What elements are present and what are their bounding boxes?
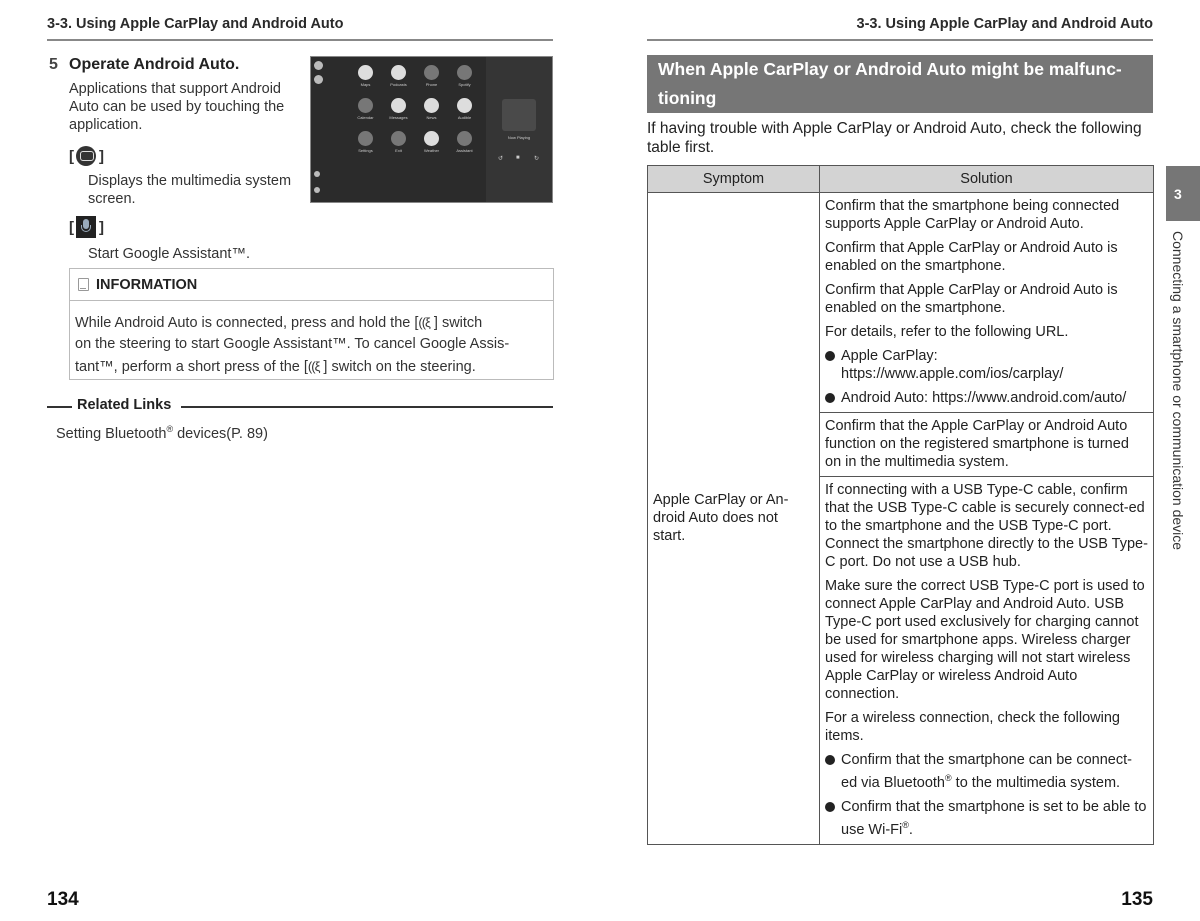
microphone-icon-description: Start Google Assistant™. [88, 246, 250, 262]
solution-text: Confirm that the smartphone being connected supports Apple CarPlay or Android Auto. [825, 198, 1120, 232]
text: ] switch on the steering. [319, 359, 476, 375]
previous-icon: ↺ [498, 156, 504, 162]
link-text[interactable]: Setting Bluetooth [56, 425, 167, 442]
solution-block-smartphone-support [820, 193, 1153, 412]
app-phone [415, 65, 448, 87]
symptom-line: Apple CarPlay or An- [653, 492, 789, 509]
right-page [600, 0, 1200, 921]
phone-status-icon [314, 171, 320, 177]
information-line-2: on the steering to start Google Assistant™. To cancel Google Assis- [75, 336, 510, 352]
microphone-icon-item [69, 216, 104, 238]
android-auto-url[interactable]: Android Auto: https://www.android.com/auto/ [841, 390, 1127, 406]
apple-carplay-url[interactable]: Apple CarPlay: https://www.apple.com/ios/carplay/ [841, 348, 1064, 382]
exit-icon [391, 131, 406, 146]
information-header [70, 269, 553, 301]
information-body [70, 301, 553, 378]
solution-cell [820, 193, 1154, 845]
app-label: Assistant [456, 148, 473, 153]
app-label: Weather [423, 148, 440, 153]
step-number: 5 [49, 56, 58, 73]
column-header-symptom: Symptom [648, 166, 820, 193]
android-auto-screenshot [310, 56, 553, 203]
app-news [415, 98, 448, 120]
android-icon [314, 61, 323, 70]
intro-text: If having trouble with Apple CarPlay or Android Auto, check the following table first. [647, 120, 1142, 156]
google-icon [314, 75, 323, 84]
section-title-line-1: When Apple CarPlay or Android Auto might be malfunc- [658, 59, 1122, 79]
app-maps [349, 65, 382, 87]
page-number: 135 [1121, 889, 1153, 910]
app-label: News [426, 115, 437, 120]
now-playing-panel [486, 57, 552, 202]
registered-mark: ® [166, 424, 174, 434]
solution-text: Make sure the correct USB Type-C port is used to connect Apple CarPlay and Android Auto. USB Type-C port used exclusively for charging cannot be used for smartphone apps. Wireless charger used for wireless charging will not start wireless Apple CarPlay or wireless Android Auto connection. [825, 578, 1145, 702]
app-spotify [448, 65, 481, 87]
app-settings [349, 131, 382, 153]
bullet-item [825, 389, 1148, 407]
multimedia-icon [76, 146, 96, 166]
page-number: 134 [47, 889, 79, 910]
section-title-line-2: tioning [658, 88, 717, 108]
text: Confirm that the smartphone is set to be able to use Wi-Fi [841, 798, 1147, 838]
step-description: Applications that support Android Auto can be used by touching the application. [69, 81, 285, 133]
bullet-icon [825, 393, 835, 403]
microphone-icon [76, 216, 96, 238]
divider [47, 406, 72, 408]
text: Confirm that the smartphone can be connect-ed via Bluetooth [841, 752, 1132, 791]
spotify-icon [457, 65, 472, 80]
text: tant™, perform a short press of the [ [75, 359, 308, 375]
assistant-icon [457, 131, 472, 146]
header-rule [647, 39, 1153, 41]
solution-text: If connecting with a USB Type-C cable, confirm that the USB Type-C cable is securely connect-ed to the smartphone and the USB Type-C port. Connect the smartphone directly to the USB Type-C port. Do not use a USB hub. [825, 482, 1148, 570]
maps-icon [358, 65, 373, 80]
podcasts-icon [391, 65, 406, 80]
app-label: Maps [360, 82, 371, 87]
app-podcasts [382, 65, 415, 87]
link-page-ref[interactable]: devices(P. 89) [173, 425, 268, 442]
bullet-icon [825, 351, 835, 361]
bracket-open: [ [69, 147, 74, 165]
bracket-close: ] [99, 218, 104, 236]
weather-icon [424, 131, 439, 146]
related-link-bluetooth[interactable] [56, 424, 268, 442]
news-icon [424, 98, 439, 113]
steering-voice-switch-icon: ((ξ [418, 315, 430, 330]
app-label: Phone [425, 82, 438, 87]
audible-icon [457, 98, 472, 113]
divider [181, 406, 553, 408]
phone-icon [424, 65, 439, 80]
registered-mark: ® [902, 819, 909, 830]
troubleshooting-table [647, 165, 1154, 845]
app-label: Exit [395, 148, 402, 153]
book-icon [78, 278, 89, 291]
app-label: Messages [389, 115, 408, 120]
registered-mark: ® [945, 773, 952, 783]
app-assistant [448, 131, 481, 153]
section-title [647, 55, 1153, 113]
chapter-label: Connecting a smartphone or communication device [1170, 231, 1186, 551]
settings-icon [358, 131, 373, 146]
table-header-row [648, 166, 1154, 193]
symptom-line: droid Auto does not [653, 510, 778, 527]
bracket-close: ] [99, 147, 104, 165]
information-title: INFORMATION [96, 276, 198, 293]
bullet-icon [825, 755, 835, 765]
app-label: Calendar [357, 115, 374, 120]
related-links-heading [47, 397, 553, 415]
app-label: Podcasts [390, 82, 407, 87]
mic-status-icon [314, 187, 320, 193]
solution-text: Confirm that Apple CarPlay or Android Auto is enabled on the smartphone. [825, 240, 1118, 274]
stop-icon: ■ [516, 155, 520, 161]
bullet-item [825, 751, 1148, 792]
steering-voice-switch-icon: ((ξ [307, 359, 320, 374]
multimedia-icon-item [69, 146, 104, 166]
multimedia-icon-description: Displays the multimedia system screen. [88, 173, 292, 207]
information-box [69, 268, 554, 380]
solution-text: Confirm that the Apple CarPlay or Android Auto function on the registered smartphone is turned on in the multimedia system. [825, 418, 1129, 470]
related-links-title: Related Links [77, 397, 172, 413]
bullet-icon [825, 802, 835, 812]
app-exit [382, 131, 415, 153]
app-weather [415, 131, 448, 153]
app-calendar [349, 98, 382, 120]
chapter-number: 3 [1174, 186, 1182, 202]
header-rule [47, 39, 553, 41]
running-head: 3-3. Using Apple CarPlay and Android Auto [856, 16, 1153, 32]
text: to the multimedia system. [951, 774, 1121, 791]
running-head: 3-3. Using Apple CarPlay and Android Auto [47, 16, 344, 32]
bullet-text [841, 798, 1148, 839]
table-row [648, 193, 1154, 845]
solution-block-connection [820, 476, 1153, 844]
step-title: Operate Android Auto. [69, 56, 240, 73]
app-messages [382, 98, 415, 120]
app-grid [349, 65, 481, 153]
column-header-solution: Solution [820, 166, 1154, 193]
information-line-1 [75, 312, 548, 334]
calendar-icon [358, 98, 373, 113]
text: ] switch [429, 315, 483, 331]
solution-text: Confirm that Apple CarPlay or Android Auto is enabled on the smartphone. [825, 282, 1118, 316]
symptom-cell [648, 193, 820, 845]
bullet-item [825, 347, 1148, 383]
bullet-item [825, 798, 1148, 839]
messages-icon [391, 98, 406, 113]
solution-block-multimedia-setting [820, 412, 1153, 476]
album-art [502, 99, 536, 131]
symptom-line: start. [653, 528, 686, 545]
solution-text: For details, refer to the following URL. [825, 324, 1069, 340]
information-line-3 [75, 356, 548, 378]
app-audible [448, 98, 481, 120]
text: While Android Auto is connected, press and hold the [ [75, 315, 419, 331]
app-label: Settings [358, 148, 373, 153]
next-icon: ↻ [534, 156, 540, 162]
bullet-text [841, 751, 1148, 792]
bracket-open: [ [69, 218, 74, 236]
solution-text: For a wireless connection, check the following items. [825, 710, 1120, 744]
text: . [908, 821, 913, 838]
app-label: Spotify [458, 82, 471, 87]
app-label: Audible [457, 115, 472, 120]
chapter-tab[interactable] [1166, 166, 1200, 221]
screen-rail [311, 57, 327, 202]
track-title: Now Playing [507, 135, 531, 140]
